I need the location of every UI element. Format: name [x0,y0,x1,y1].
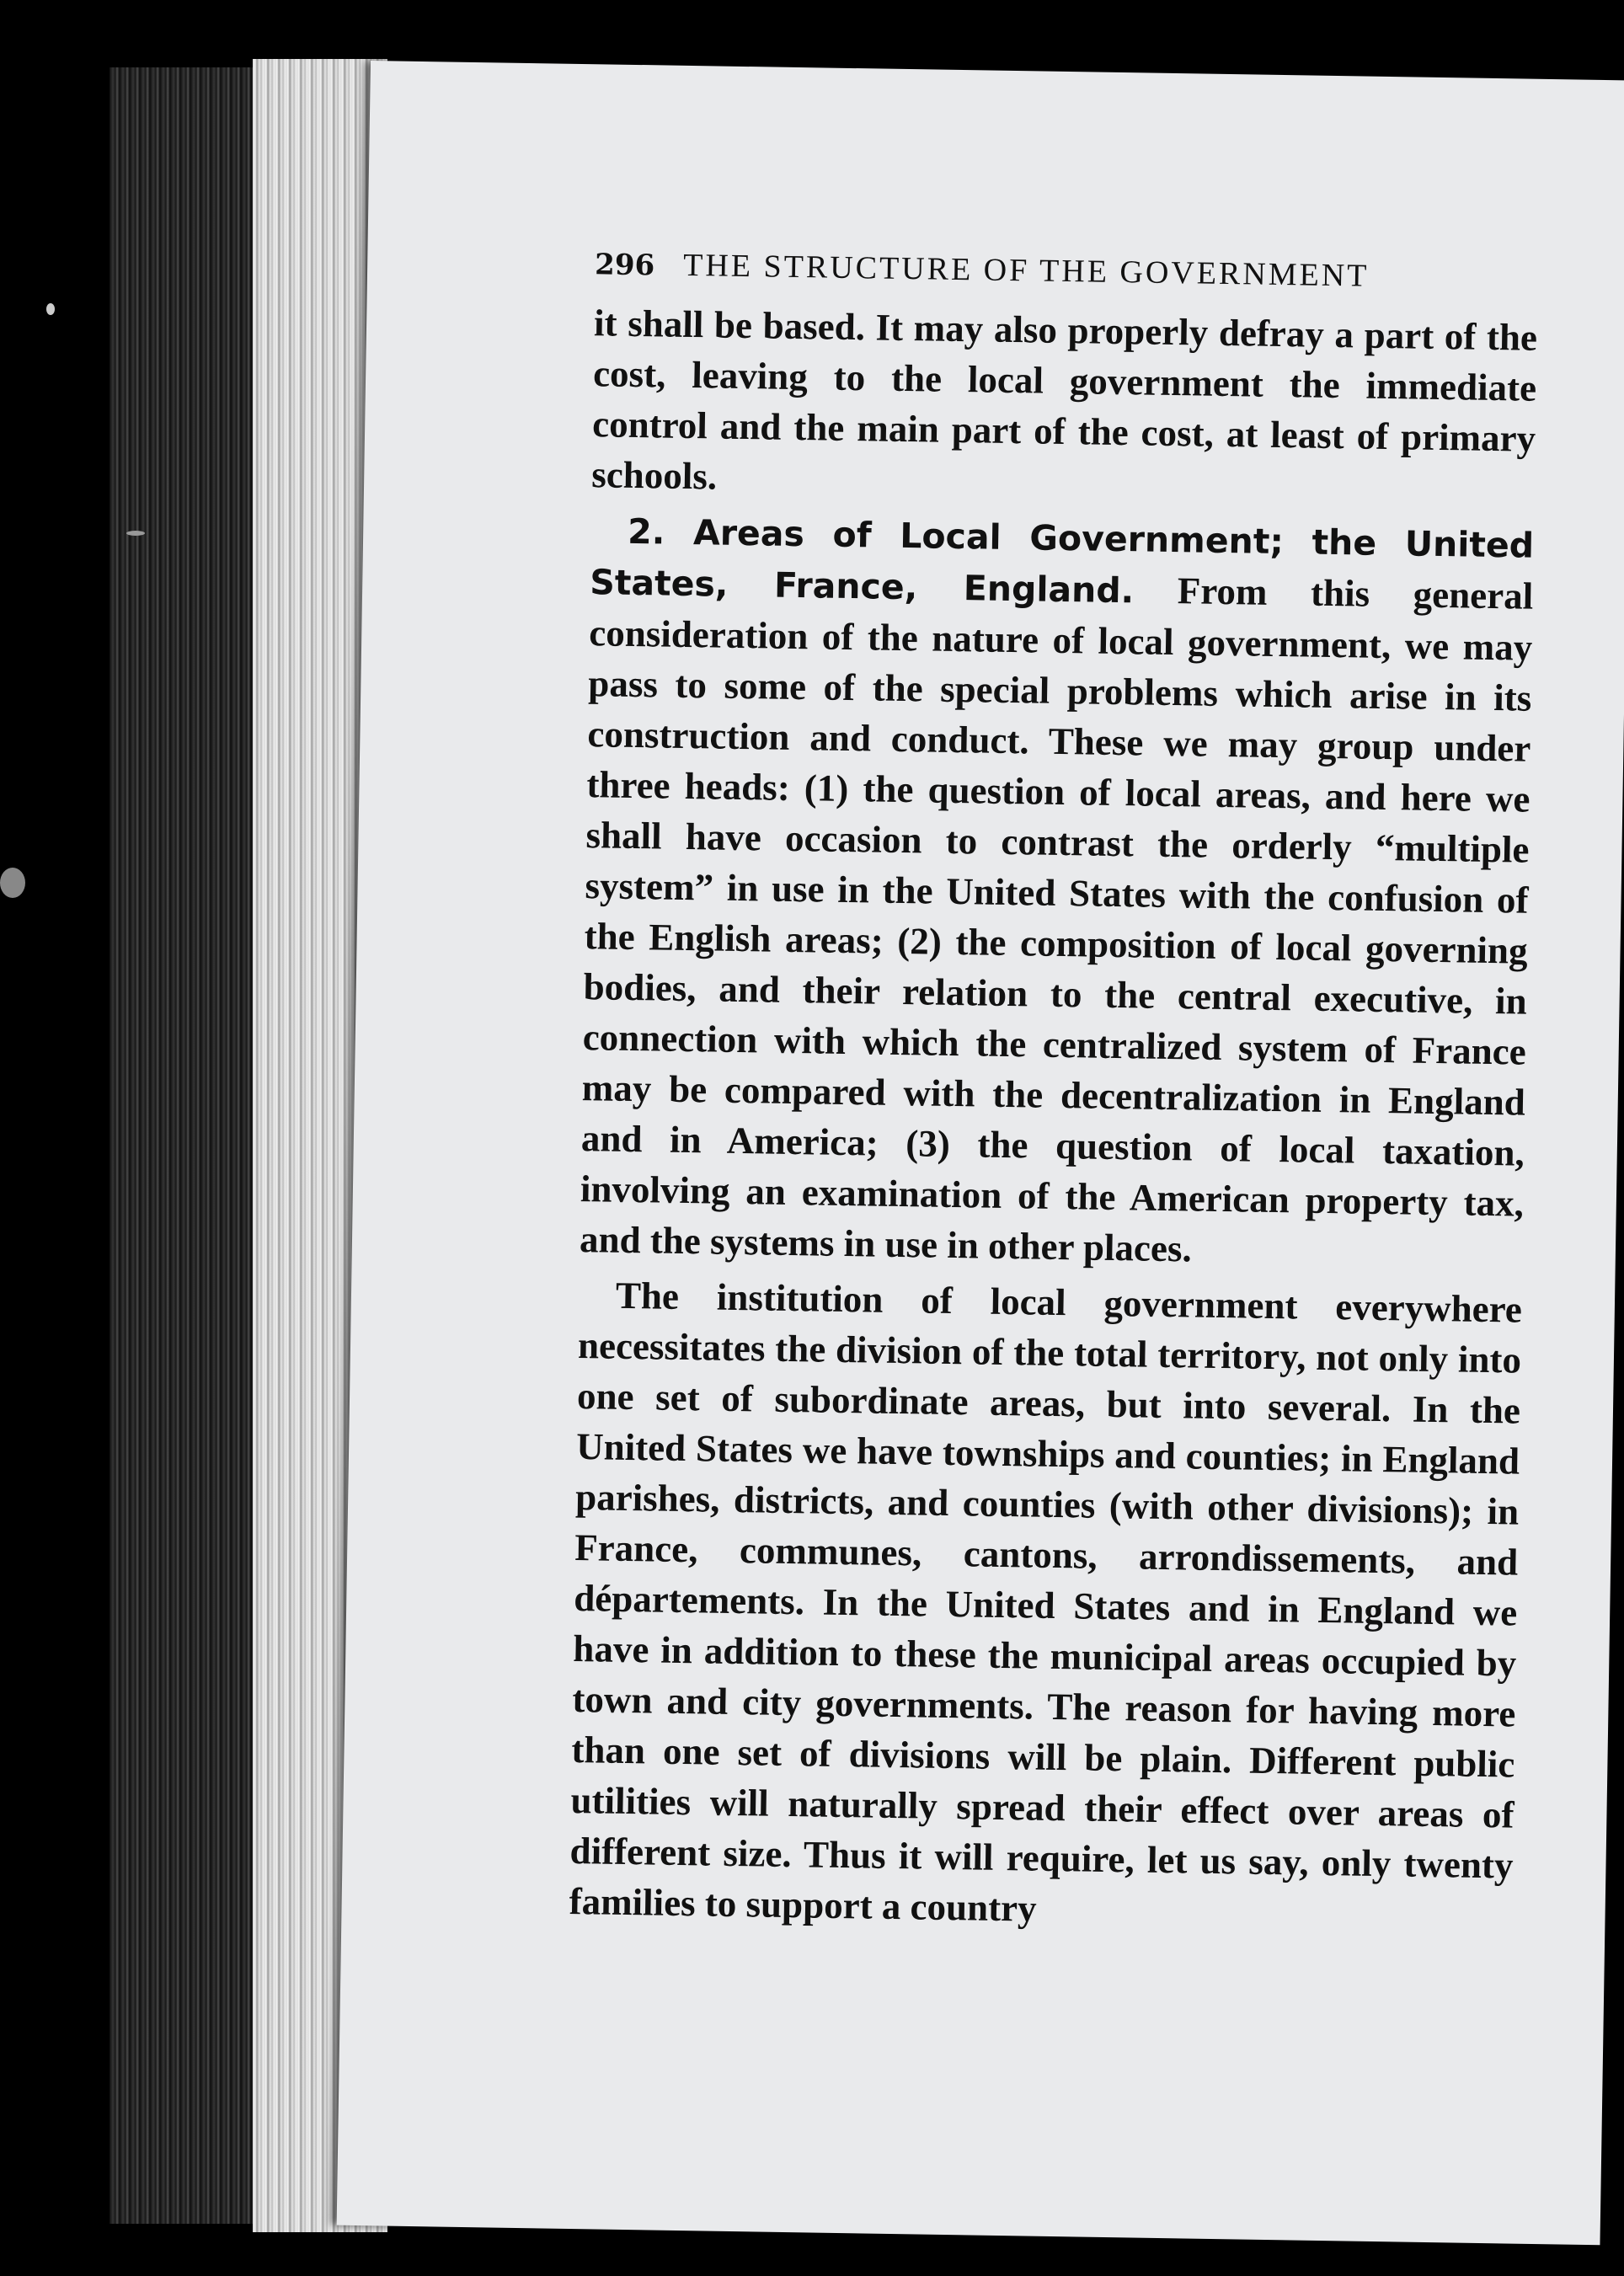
section-body: From this general consideration of the nature of local government, we may pass to some of the special problems which arise in its construction and conduct. These we may group under three heads: (1) the question of local areas, and here we shall have occasion to contrast the orderly “multiple system” in use in the United States with the confusion of the English areas; (2) the composition of local governing bodies, and their relation to the central executive, in connection with which the centralized system of France may be compared with the decentralization in England and in America; (3) the question of local taxation, involving an examination of the American property tax, and the systems in use in other places. [579,569,1534,1270]
running-head: THE STRUCTURE OF THE GOVERNMENT [682,247,1370,294]
dust-speck [46,303,55,315]
section-heading: 2. Areas of Local Government; the United States, France, England. [589,510,1535,612]
page-content [569,245,1538,1946]
book-spine-shadow [110,67,253,2224]
section-paragraph [580,505,1535,1279]
paragraph: it shall be based. It may also properly defray a part of the cost, leaving to the local government the immediate control and the main part of the cost, at least of primary schools. [590,302,1538,498]
paragraph: The institution of local government everywhere necessitates the division of the total territory, not only into one set of subordinate areas, but into several. In the United States we have townships and counties; in England parishes, districts, and counties (with other divisions); in France, communes, cantons, arrondissements, and départements. In the United States and in England we have in addition to these the municipal areas occupied by town and city governments. The reason for having more than one set of divisions will be plain. Different public utilities will naturally spread their effect over areas of different size. Thus it will require, let us say, only twenty families to support a country [569,1274,1523,1930]
dust-speck [0,868,25,898]
body-text [569,297,1537,1941]
book-page [337,61,1624,2245]
dust-speck [126,531,145,536]
page-header [595,245,1539,297]
page-number: 296 [594,248,655,283]
